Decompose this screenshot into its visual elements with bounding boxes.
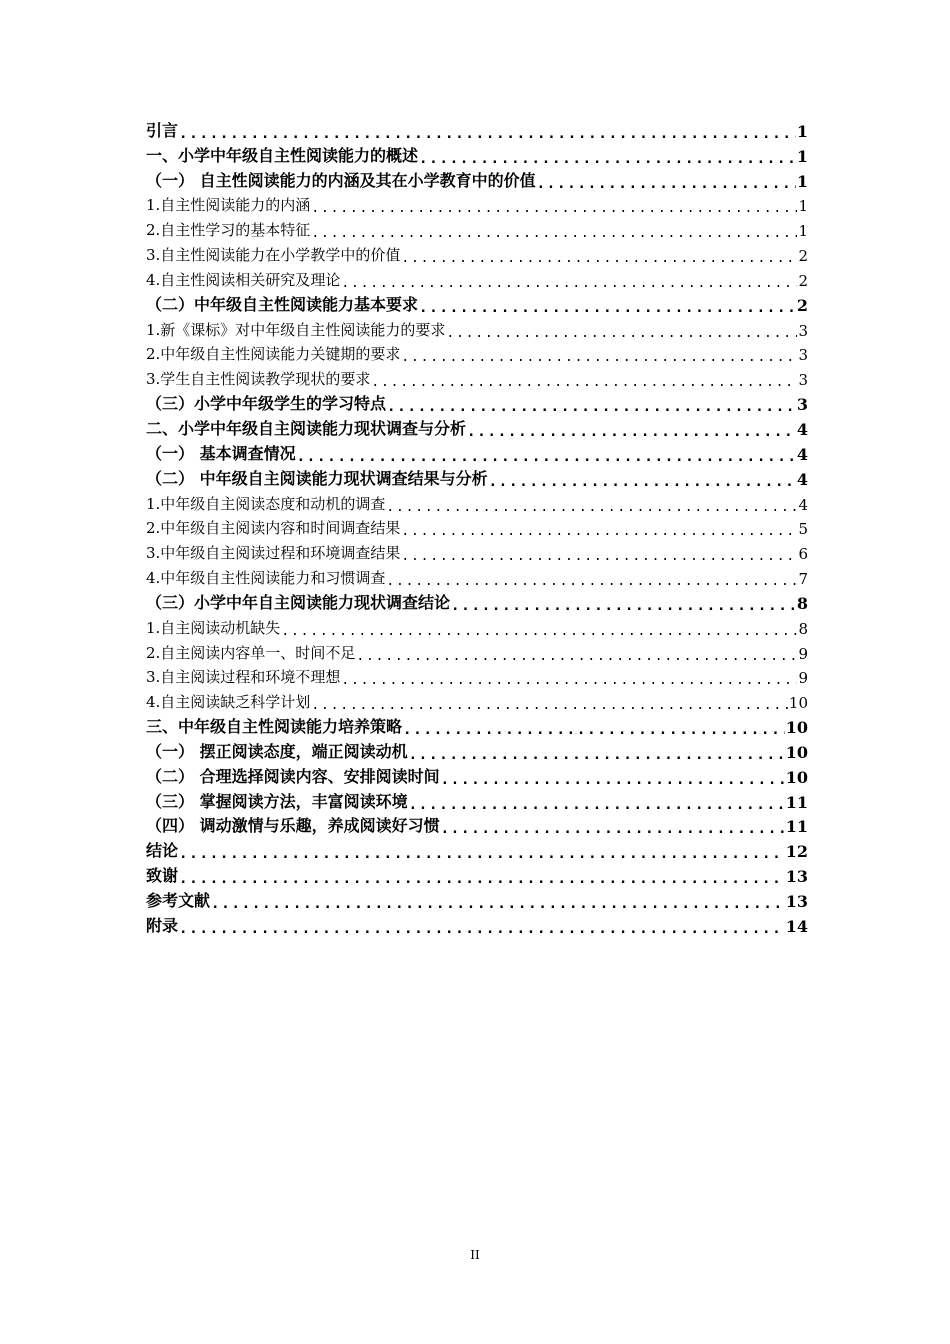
toc-dot-leader (401, 525, 797, 538)
toc-dot-leader (409, 748, 785, 762)
toc-entry[interactable] (146, 364, 808, 389)
toc-dot-leader (211, 897, 785, 911)
toc-entry[interactable] (146, 687, 808, 712)
toc-entry-title: 1.自主阅读动机缺失 (146, 618, 281, 637)
toc-dot-leader (311, 202, 797, 215)
toc-dot-leader (356, 650, 797, 663)
toc-entry[interactable] (146, 265, 808, 290)
toc-entry-title: （二） 中年级自主阅读能力现状调查结果与分析 (146, 468, 488, 488)
toc-dot-leader (467, 425, 796, 439)
toc-entry-title: （二）中年级自主性阅读能力基本要求 (146, 294, 419, 314)
toc-entry[interactable] (146, 613, 808, 638)
toc-entry-page: 4 (796, 469, 808, 489)
toc-dot-leader (386, 501, 797, 514)
toc-entry-title: （三）小学中年自主阅读能力现状调查结论 (146, 592, 451, 612)
toc-entry-page: 8 (798, 619, 808, 638)
toc-entry-title: 3.自主阅读过程和环境不理想 (146, 668, 341, 687)
toc-entry[interactable] (146, 563, 808, 588)
toc-entry[interactable] (146, 886, 808, 911)
toc-entry[interactable] (146, 240, 808, 265)
toc-entry[interactable] (146, 215, 808, 240)
toc-dot-leader (401, 351, 797, 364)
toc-entry-title: 引言 (146, 120, 179, 140)
toc-entry-title: 1.新《课标》对中年级自主性阅读能力的要求 (146, 320, 446, 339)
toc-entry[interactable] (146, 514, 808, 539)
toc-entry-page: 4 (798, 495, 808, 514)
toc-dot-leader (179, 872, 785, 886)
toc-entry-title: 1.自主性阅读能力的内涵 (146, 196, 311, 215)
toc-dot-leader (419, 301, 796, 315)
toc-entry[interactable] (146, 414, 808, 439)
toc-entry-page: 8 (796, 593, 808, 613)
toc-entry-title: （四） 调动激情与乐趣，养成阅读好习惯 (146, 816, 440, 836)
toc-dot-leader (371, 376, 797, 389)
toc-entry[interactable] (146, 464, 808, 489)
toc-entry-page: 11 (785, 792, 808, 812)
toc-entry-page: 3 (798, 321, 808, 340)
toc-entry-page: 2 (796, 295, 808, 315)
toc-entry-title: 1.中年级自主阅读态度和动机的调查 (146, 494, 386, 513)
toc-entry-page: 5 (798, 520, 808, 539)
toc-entry[interactable] (146, 588, 808, 613)
toc-dot-leader (386, 575, 797, 588)
toc-entry-page: 1 (798, 222, 808, 241)
toc-entry[interactable] (146, 836, 808, 861)
toc-entry-title: 2.自主性学习的基本特征 (146, 221, 311, 240)
toc-dot-leader (311, 227, 797, 240)
toc-entry[interactable] (146, 762, 808, 787)
toc-dot-leader (489, 475, 796, 489)
toc-dot-leader (387, 400, 796, 414)
toc-entry[interactable] (146, 538, 808, 563)
toc-dot-leader (537, 177, 796, 191)
toc-entry-page: 12 (785, 842, 808, 862)
toc-entry-page: 14 (785, 916, 808, 936)
toc-entry[interactable] (146, 439, 808, 464)
toc-entry-page: 10 (785, 718, 808, 738)
table-of-contents (146, 116, 808, 936)
toc-dot-leader (401, 252, 797, 265)
toc-dot-leader (441, 822, 785, 836)
toc-entry-title: 附录 (146, 915, 179, 935)
toc-dot-leader (297, 450, 796, 464)
toc-entry-title: 4.自主阅读缺乏科学计划 (146, 693, 311, 712)
toc-entry-title: 2.中年级自主性阅读能力关键期的要求 (146, 345, 401, 364)
toc-entry[interactable] (146, 191, 808, 216)
toc-entry-title: （三）小学中年级学生的学习特点 (146, 394, 387, 414)
toc-entry-title: 3.中年级自主阅读过程和环境调查结果 (146, 544, 401, 563)
toc-dot-leader (179, 127, 796, 141)
toc-entry[interactable] (146, 737, 808, 762)
toc-dot-leader (409, 798, 785, 812)
toc-entry[interactable] (146, 663, 808, 688)
toc-entry-title: 2.自主阅读内容单一、时间不足 (146, 643, 356, 662)
toc-entry[interactable] (146, 141, 808, 166)
toc-entry-title: 3.学生自主性阅读教学现状的要求 (146, 370, 371, 389)
toc-entry[interactable] (146, 638, 808, 663)
toc-entry[interactable] (146, 787, 808, 812)
toc-entry-page: 10 (785, 767, 808, 787)
toc-dot-leader (446, 327, 797, 340)
toc-entry-page: 10 (785, 742, 808, 762)
toc-entry-title: 三、中年级自主性阅读能力培养策略 (146, 717, 403, 737)
toc-entry-title: 参考文献 (146, 891, 211, 910)
toc-entry-page: 3 (796, 395, 808, 415)
toc-dot-leader (311, 699, 788, 712)
toc-entry-page: 2 (798, 247, 808, 266)
toc-entry-page: 1 (798, 197, 808, 216)
toc-dot-leader (281, 625, 797, 638)
toc-entry[interactable] (146, 315, 808, 340)
toc-entry[interactable] (146, 911, 808, 936)
toc-entry-title: 致谢 (146, 866, 179, 886)
toc-entry-title: （一） 基本调查情况 (146, 443, 296, 463)
toc-dot-leader (419, 152, 796, 166)
toc-dot-leader (401, 550, 797, 563)
toc-entry-title: （二） 合理选择阅读内容、安排阅读时间 (146, 766, 440, 786)
toc-dot-leader (179, 847, 785, 861)
toc-entry-page: 10 (788, 694, 808, 713)
toc-entry[interactable] (146, 861, 808, 886)
toc-entry-page: 1 (796, 121, 808, 141)
toc-entry-title: 一、小学中年级自主性阅读能力的概述 (146, 145, 419, 165)
toc-entry-title: 4.中年级自主性阅读能力和习惯调查 (146, 569, 386, 588)
toc-entry[interactable] (146, 389, 808, 414)
toc-entry-title: （三） 掌握阅读方法，丰富阅读环境 (146, 791, 408, 811)
toc-entry-page: 2 (798, 271, 808, 290)
toc-entry-title: 4.自主性阅读相关研究及理论 (146, 270, 341, 289)
page-number-footer: II (470, 1248, 480, 1262)
toc-entry-page: 4 (796, 444, 808, 464)
toc-entry-page: 9 (798, 644, 808, 663)
toc-entry-page: 13 (785, 892, 808, 911)
toc-entry-page: 3 (798, 346, 808, 365)
toc-entry-page: 7 (798, 570, 808, 589)
toc-dot-leader (451, 599, 796, 613)
toc-entry[interactable] (146, 712, 808, 737)
toc-entry-page: 1 (796, 146, 808, 166)
toc-entry[interactable] (146, 812, 808, 837)
toc-entry-page: 9 (798, 669, 808, 688)
toc-entry-page: 1 (796, 171, 808, 191)
toc-entry[interactable] (146, 489, 808, 514)
toc-entry-title: （一） 摆正阅读态度，端正阅读动机 (146, 741, 408, 761)
toc-entry-title: 二、小学中年级自主阅读能力现状调查与分析 (146, 418, 467, 438)
toc-entry-page: 4 (796, 419, 808, 439)
toc-entry-page: 3 (798, 371, 808, 390)
toc-dot-leader (403, 723, 785, 737)
toc-entry-title: 结论 (146, 841, 179, 861)
toc-entry-title: 2.中年级自主阅读内容和时间调查结果 (146, 519, 401, 538)
toc-entry-page: 13 (785, 867, 808, 887)
toc-entry[interactable] (146, 166, 808, 191)
toc-entry-title: （一） 自主性阅读能力的内涵及其在小学教育中的价值 (146, 170, 536, 190)
toc-entry-title: 3.自主性阅读能力在小学教学中的价值 (146, 246, 401, 265)
toc-entry[interactable] (146, 290, 808, 315)
toc-dot-leader (341, 674, 797, 687)
toc-entry[interactable] (146, 340, 808, 365)
toc-dot-leader (341, 277, 797, 290)
toc-dot-leader (179, 922, 785, 936)
toc-entry-page: 11 (785, 817, 808, 837)
toc-entry[interactable] (146, 116, 808, 141)
toc-entry-page: 6 (798, 545, 808, 564)
toc-dot-leader (441, 773, 785, 787)
